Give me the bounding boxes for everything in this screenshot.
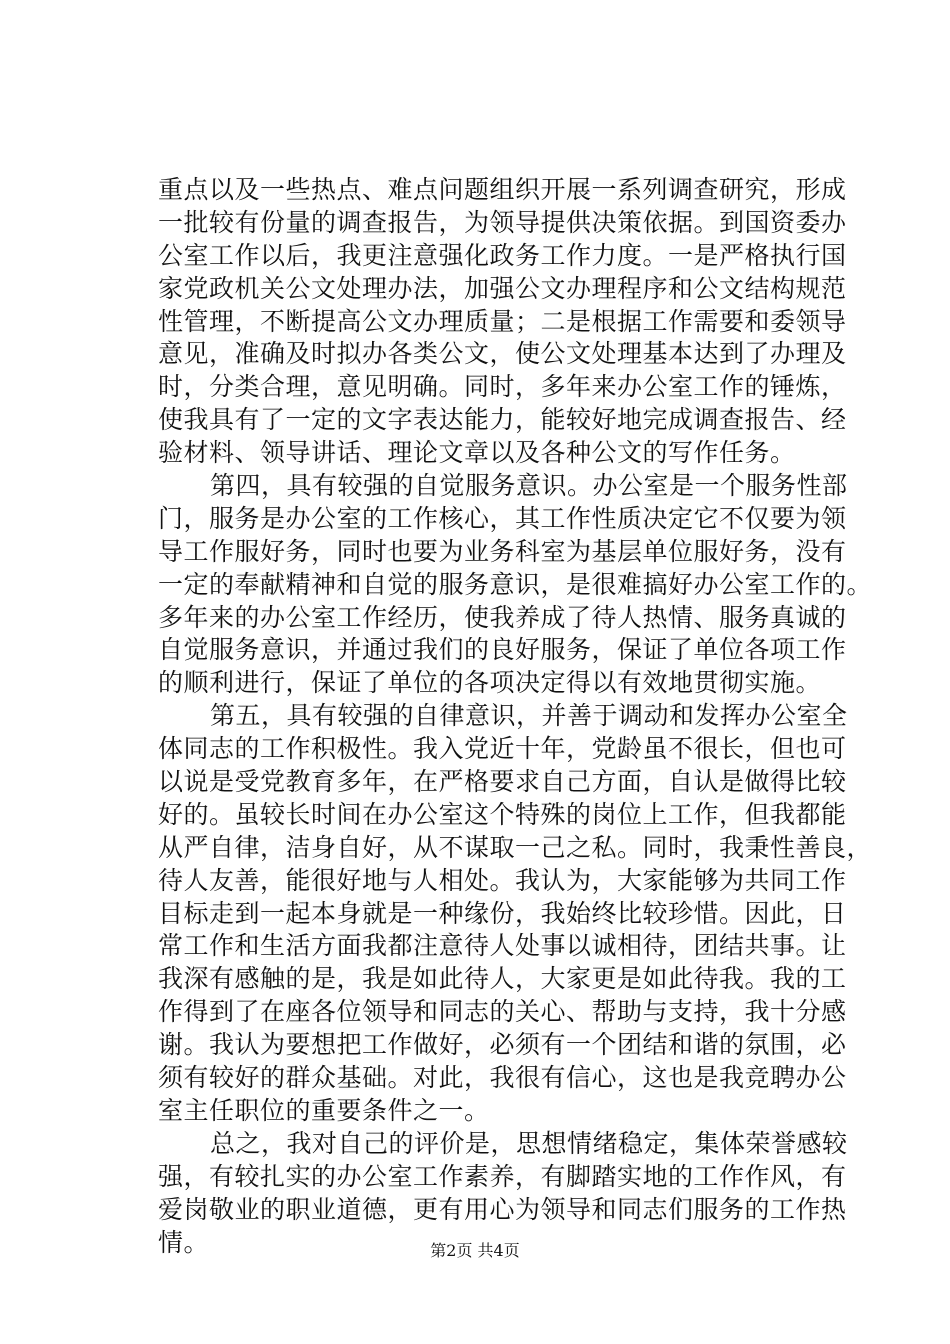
text-line: 公室工作以后，我更注意强化政务工作力度。一是严格执行国 bbox=[158, 240, 847, 270]
text-line: 使我具有了一定的文字表达能力，能较好地完成调查报告、经 bbox=[158, 405, 847, 435]
text-line: 目标走到一起本身就是一种缘份，我始终比较珍惜。因此，日 bbox=[158, 898, 847, 928]
page-footer: 第2页 共4页 bbox=[430, 1241, 520, 1260]
text-line: 谢。我认为要想把工作做好，必须有一个团结和谐的氛围，必 bbox=[158, 1030, 847, 1060]
text-line: 第五，具有较强的自律意识，并善于调动和发挥办公室全 bbox=[210, 701, 848, 731]
text-line: 从严自律，洁身自好，从不谋取一己之私。同时，我秉性善良， bbox=[158, 832, 873, 862]
text-line: 作得到了在座各位领导和同志的关心、帮助与支持，我十分感 bbox=[158, 997, 847, 1027]
text-line: 多年来的办公室工作经历，使我养成了待人热情、服务真诚的 bbox=[158, 602, 847, 632]
text-line: 我深有感触的是，我是如此待人，大家更是如此待我。我的工 bbox=[158, 964, 847, 994]
text-line: 体同志的工作积极性。我入党近十年，党龄虽不很长，但也可 bbox=[158, 734, 847, 764]
text-line: 待人友善，能很好地与人相处。我认为，大家能够为共同工作 bbox=[158, 865, 847, 895]
text-line: 常工作和生活方面我都注意待人处事以诚相待，团结共事。让 bbox=[158, 931, 847, 961]
document-body bbox=[158, 174, 873, 1259]
text-line: 门，服务是办公室的工作核心，其工作性质决定它不仅要为领 bbox=[158, 503, 847, 533]
text-line: 以说是受党教育多年，在严格要求自己方面，自认是做得比较 bbox=[158, 767, 847, 797]
text-line: 好的。虽较长时间在办公室这个特殊的岗位上工作，但我都能 bbox=[158, 799, 847, 829]
text-line: 爱岗敬业的职业道德，更有用心为领导和同志们服务的工作热 bbox=[158, 1194, 847, 1224]
text-line: 总之，我对自己的评价是，思想情绪稳定，集体荣誉感较 bbox=[210, 1128, 848, 1158]
text-line: 情。 bbox=[158, 1227, 210, 1257]
text-line: 家党政机关公文处理办法，加强公文办理程序和公文结构规范 bbox=[158, 273, 847, 303]
text-line: 性管理，不断提高公文办理质量；二是根据工作需要和委领导 bbox=[158, 306, 847, 336]
text-line: 自觉服务意识，并通过我们的良好服务，保证了单位各项工作 bbox=[158, 635, 847, 665]
text-line: 一定的奉献精神和自觉的服务意识，是很难搞好办公室工作的。 bbox=[158, 569, 873, 599]
text-line: 第四，具有较强的自觉服务意识。办公室是一个服务性部 bbox=[210, 471, 848, 501]
text-line: 导工作服好务，同时也要为业务科室为基层单位服好务，没有 bbox=[158, 536, 847, 566]
text-line: 重点以及一些热点、难点问题组织开展一系列调查研究，形成 bbox=[158, 175, 847, 204]
text-line: 时，分类合理，意见明确。同时，多年来办公室工作的锤炼， bbox=[158, 372, 847, 402]
text-line: 强，有较扎实的办公室工作素养，有脚踏实地的工作作风，有 bbox=[158, 1161, 847, 1191]
text-line: 一批较有份量的调查报告，为领导提供决策依据。到国资委办 bbox=[158, 207, 847, 237]
text-line: 验材料、领导讲话、理论文章以及各种公文的写作任务。 bbox=[158, 438, 796, 468]
text-line: 须有较好的群众基础。对此，我很有信心，这也是我竞聘办公 bbox=[158, 1063, 847, 1093]
text-line: 的顺利进行，保证了单位的各项决定得以有效地贯彻实施。 bbox=[158, 668, 822, 698]
text-line: 室主任职位的重要条件之一。 bbox=[158, 1095, 490, 1125]
text-line: 意见，准确及时拟办各类公文，使公文处理基本达到了办理及 bbox=[158, 339, 847, 369]
